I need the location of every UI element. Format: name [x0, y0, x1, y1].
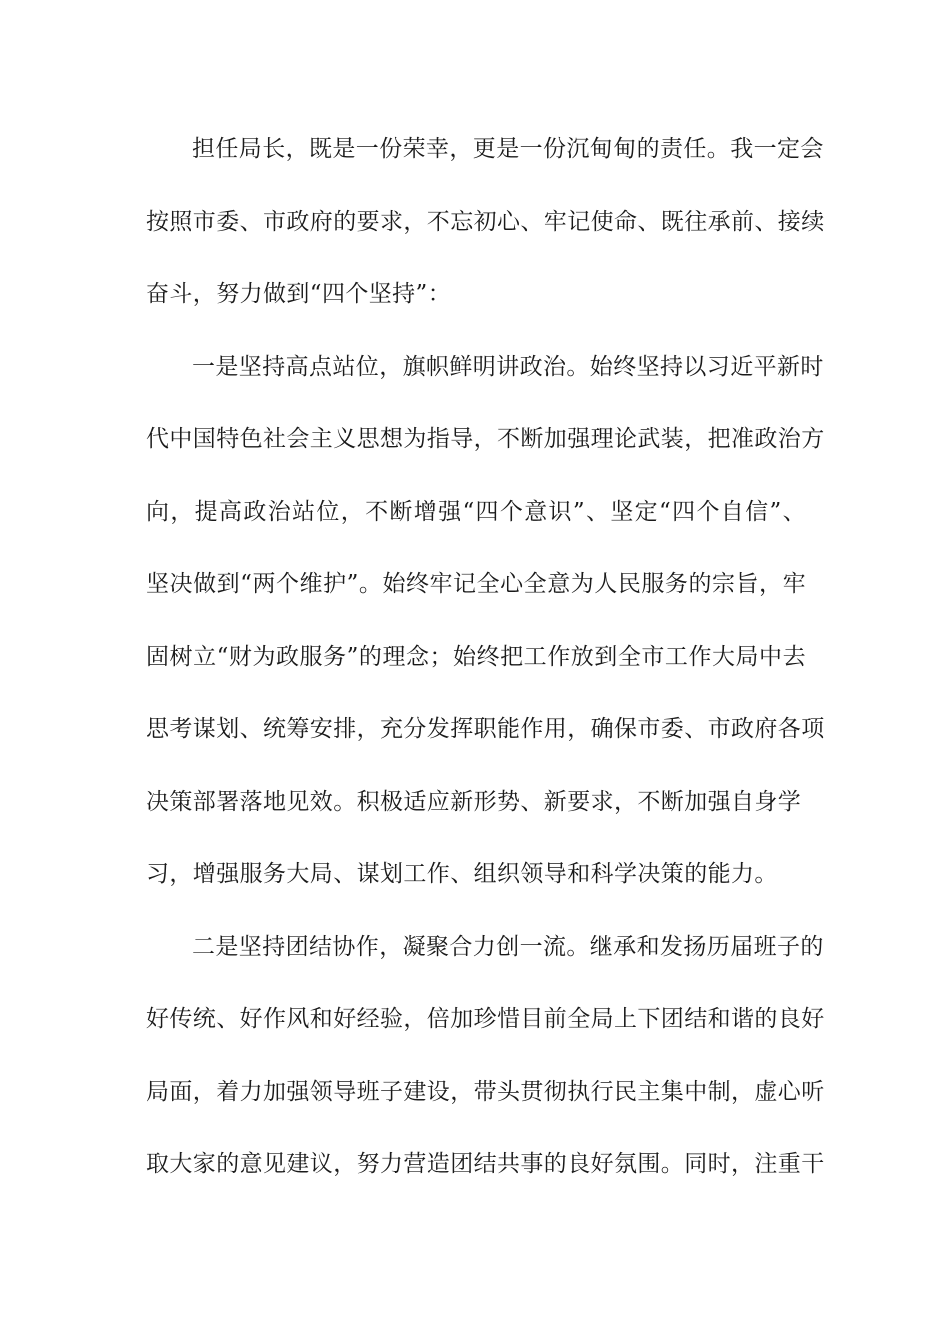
text-line-5: 代中国特色社会主义思想为指导，不断加强理论武装，把准政治方	[146, 426, 825, 452]
text-line-10: 决策部署落地见效。积极适应新形势、新要求，不断加强自身学	[146, 788, 802, 815]
text-line-4: 一是坚持高点站位，旗帜鲜明讲政治。始终坚持以习近平新时	[192, 353, 824, 380]
text-line-7: 坚决做到“两个维护”。始终牢记全心全意为人民服务的宗旨，牢	[146, 571, 806, 597]
text-line-2: 按照市委、市政府的要求，不忘初心、牢记使命、既往承前、接续	[146, 208, 825, 235]
text-line-15: 取大家的意见建议，努力营造团结共事的良好氛围。同时，注重干	[146, 1151, 825, 1177]
text-line-8: 固树立“财为政服务”的理念；始终把工作放到全市工作大局中去	[146, 643, 806, 670]
text-line-11: 习，增强服务大局、谋划工作、组织领导和科学决策的能力。	[146, 861, 778, 887]
text-line-1: 担任局长，既是一份荣幸，更是一份沉甸甸的责任。我一定会	[192, 136, 824, 162]
text-line-6: 向，提高政治站位，不断增强“四个意识”、坚定“四个自信”、	[146, 498, 806, 525]
text-line-12: 二是坚持团结协作，凝聚合力创一流。继承和发扬历届班子的	[192, 933, 824, 960]
text-line-14: 局面，着力加强领导班子建设，带头贯彻执行民主集中制，虚心听	[146, 1078, 825, 1105]
text-line-13: 好传统、好作风和好经验，倍加珍惜目前全局上下团结和谐的良好	[146, 1006, 825, 1032]
body-text	[146, 131, 825, 1219]
text-line-9: 思考谋划、统筹安排，充分发挥职能作用，确保市委、市政府各项	[146, 716, 825, 742]
text-line-3: 奋斗，努力做到“四个坚持”：	[146, 281, 452, 307]
